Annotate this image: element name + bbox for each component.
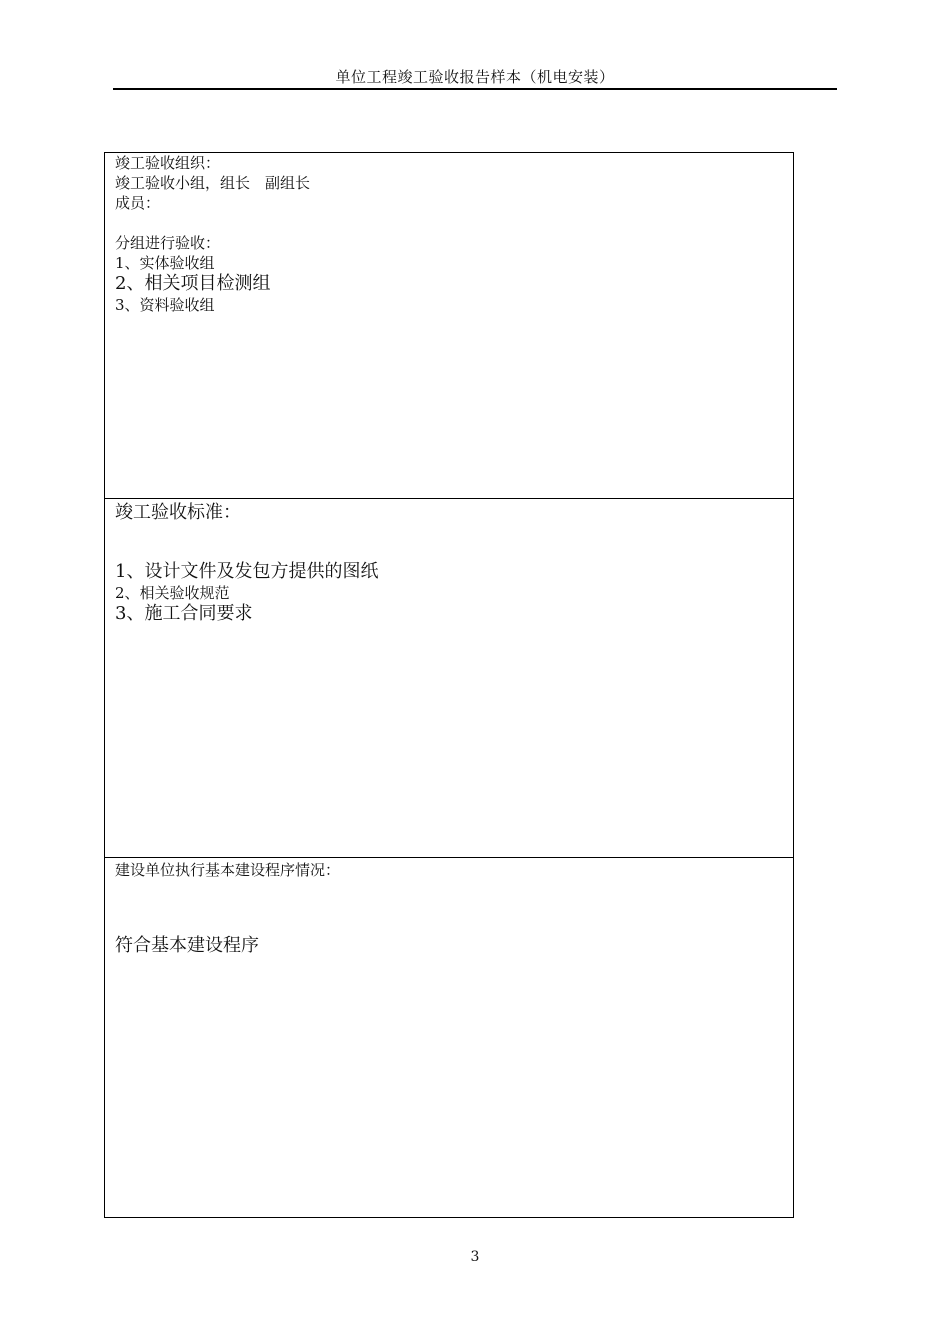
spacer	[115, 524, 783, 561]
page-number: 3	[470, 1249, 480, 1265]
standard-item-contract: 3、施工合同要求	[115, 603, 253, 624]
page-header-title: 单位工程竣工验收报告样本（机电安装）	[335, 68, 615, 86]
group-heading: 分组进行验收：	[115, 234, 221, 252]
deputy-leader-label: 副组长	[265, 174, 311, 192]
leader-row	[115, 173, 783, 193]
organization-heading: 竣工验收组织：	[115, 154, 221, 172]
members-label: 成员：	[115, 194, 161, 212]
procedure-heading: 建设单位执行基本建设程序情况：	[115, 861, 341, 879]
acceptance-form-table	[104, 152, 794, 1218]
group-item-physical: 1、实体验收组	[115, 254, 215, 272]
standards-heading: 竣工验收标准：	[115, 502, 241, 523]
header-divider	[113, 88, 837, 90]
standard-item-specifications: 2、相关验收规范	[115, 584, 230, 602]
team-leader-label: 竣工验收小组，组长	[115, 174, 251, 192]
group-item-testing: 2、相关项目检测组	[115, 273, 271, 294]
spacer	[115, 880, 783, 935]
acceptance-standards-cell	[105, 499, 793, 858]
acceptance-organization-cell	[105, 153, 793, 499]
spacer	[115, 213, 783, 233]
procedure-result: 符合基本建设程序	[115, 935, 259, 956]
standard-item-design-documents: 1、设计文件及发包方提供的图纸	[115, 561, 379, 582]
construction-procedure-cell	[105, 858, 793, 1217]
group-item-documents: 3、资料验收组	[115, 296, 215, 314]
